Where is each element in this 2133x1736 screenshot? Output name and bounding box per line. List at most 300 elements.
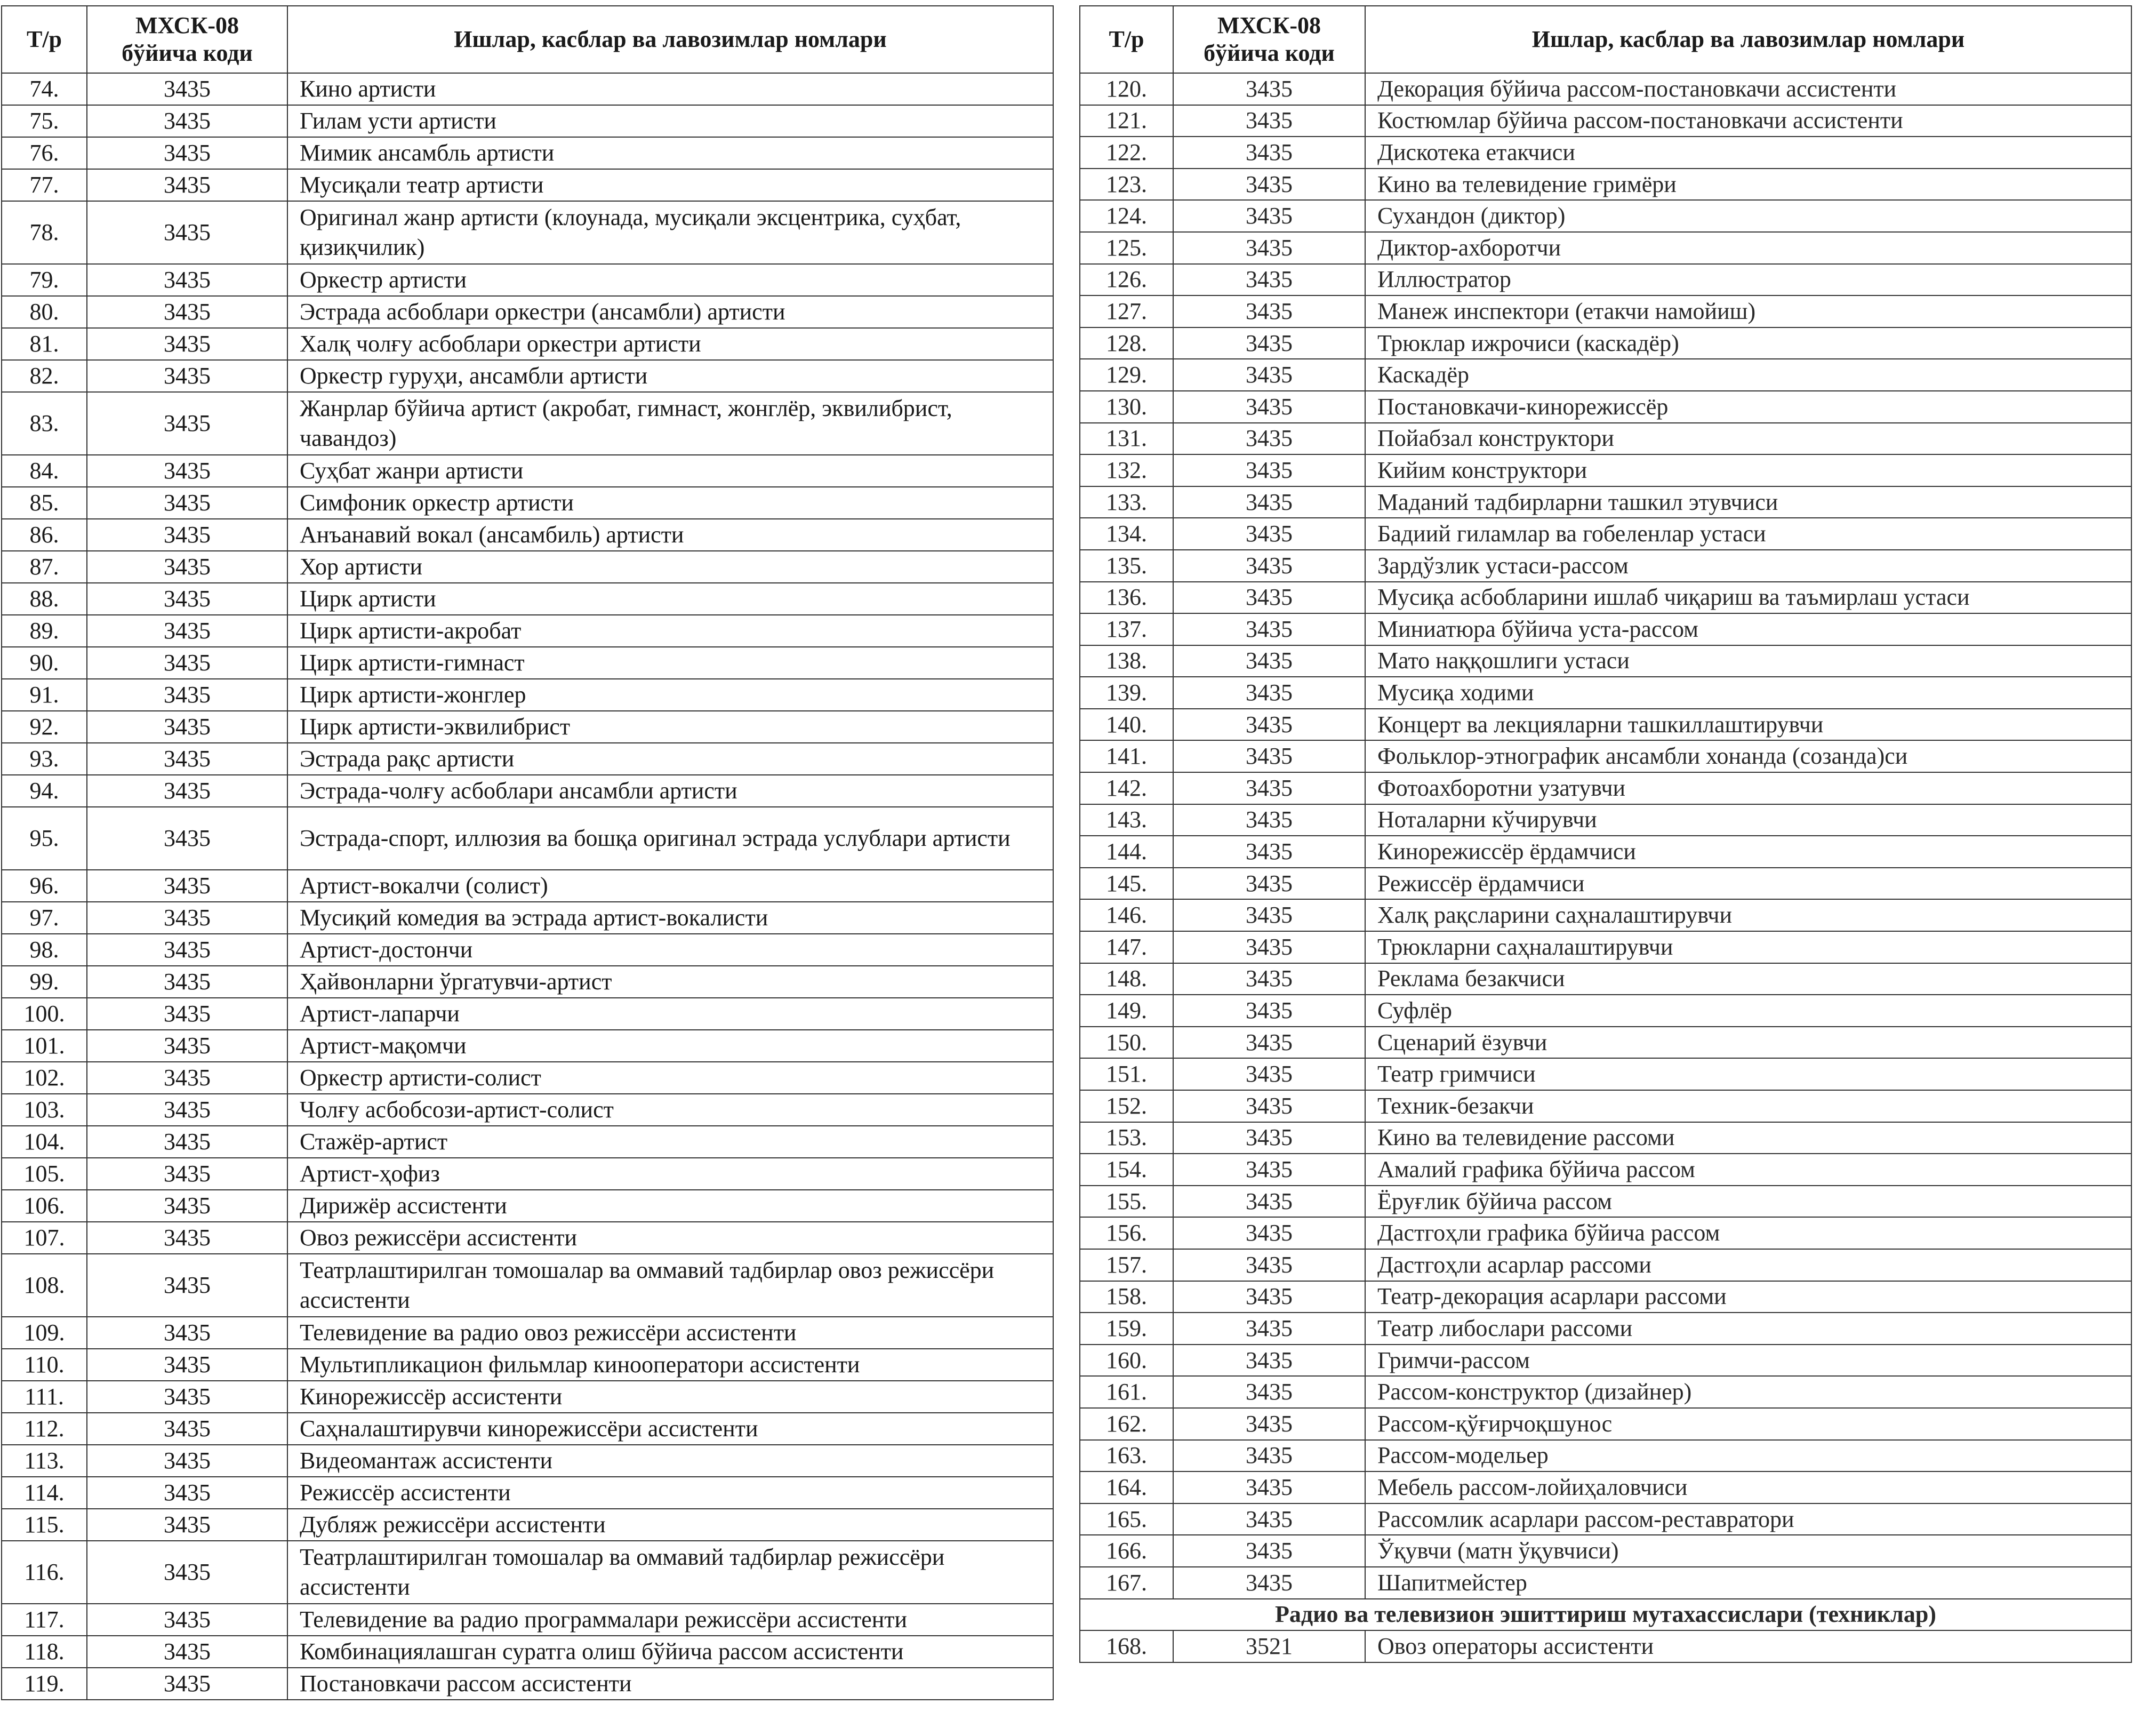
- row-code: 3435: [1173, 1217, 1365, 1249]
- row-name: Ўқувчи (матн ўқувчиси): [1365, 1535, 2131, 1567]
- row-name: Халқ чолғу асбоблари оркестри артисти: [287, 328, 1053, 360]
- occupation-table-left: [1, 5, 1054, 1700]
- row-number: 129.: [1080, 359, 1173, 391]
- row-name: Рассом-модельер: [1365, 1440, 2131, 1472]
- table-row: [2, 73, 1053, 105]
- row-number: 96.: [2, 870, 87, 902]
- row-code: 3435: [1173, 359, 1365, 391]
- row-name: Миниатюра бўйича уста-рассом: [1365, 613, 2131, 645]
- row-number: 123.: [1080, 169, 1173, 201]
- row-name: Театрлаштирилган томошалар ва оммавий тадбирлар режиссёри ассистенти: [287, 1541, 1053, 1604]
- table-row: [2, 1254, 1053, 1317]
- row-code: 3435: [1173, 1376, 1365, 1408]
- row-name: Телевидение ва радио программалари режиссёри ассистенти: [287, 1604, 1053, 1636]
- table-row: [2, 201, 1053, 264]
- row-name: Оригинал жанр артисти (клоунада, мусиқали эксцентрика, суҳбат, қизиқчилик): [287, 201, 1053, 264]
- row-name: Сценарий ёзувчи: [1365, 1027, 2131, 1059]
- occupation-table-right: [1079, 5, 2132, 1663]
- row-code: 3435: [87, 169, 287, 201]
- row-name: Оркестр артисти: [287, 264, 1053, 296]
- row-code: 3435: [1173, 1027, 1365, 1059]
- row-number: 145.: [1080, 868, 1173, 900]
- row-name: Цирк артисти-акробат: [287, 615, 1053, 647]
- row-code: 3435: [87, 137, 287, 169]
- row-number: 154.: [1080, 1154, 1173, 1186]
- row-number: 125.: [1080, 232, 1173, 264]
- row-number: 134.: [1080, 518, 1173, 550]
- row-code: 3435: [87, 1445, 287, 1477]
- table-row: [1080, 1503, 2131, 1535]
- table-row: [1080, 295, 2131, 327]
- row-code: 3435: [1173, 772, 1365, 804]
- table-row: [2, 679, 1053, 711]
- table-row: [2, 934, 1053, 966]
- table-row: [2, 360, 1053, 392]
- row-name: Трюкларни саҳналаштирувчи: [1365, 931, 2131, 963]
- row-name: Театр гримчиси: [1365, 1058, 2131, 1090]
- row-number: 138.: [1080, 645, 1173, 677]
- table-row: [1080, 804, 2131, 836]
- table-header-row: [1080, 6, 2131, 73]
- row-number: 149.: [1080, 995, 1173, 1027]
- table-row: [2, 551, 1053, 583]
- row-name: Каскадёр: [1365, 359, 2131, 391]
- header-code: МХСК-08 бўйича коди: [1173, 6, 1365, 73]
- table-row: [1080, 677, 2131, 709]
- table-row: [2, 1222, 1053, 1254]
- table-row: [2, 1477, 1053, 1509]
- row-number: 126.: [1080, 264, 1173, 296]
- table-row: [2, 743, 1053, 775]
- table-body-left: [2, 73, 1053, 1700]
- row-name: Дастгоҳли графика бўйича рассом: [1365, 1217, 2131, 1249]
- row-number: 106.: [2, 1190, 87, 1222]
- table-row: [2, 1668, 1053, 1700]
- table-row: [1080, 613, 2131, 645]
- row-number: 111.: [2, 1381, 87, 1413]
- table-row: [2, 1317, 1053, 1349]
- row-code: 3435: [1173, 1058, 1365, 1090]
- row-name: Кийим конструктори: [1365, 454, 2131, 486]
- row-number: 167.: [1080, 1567, 1173, 1599]
- table-row: [1080, 1313, 2131, 1345]
- row-code: 3435: [1173, 232, 1365, 264]
- row-code: 3435: [1173, 1090, 1365, 1122]
- table-row: [1080, 1440, 2131, 1472]
- table-row: [2, 1349, 1053, 1381]
- row-number: 104.: [2, 1126, 87, 1158]
- table-row: [1080, 1535, 2131, 1567]
- row-number: 136.: [1080, 582, 1173, 614]
- row-name: Дубляж режиссёри ассистенти: [287, 1509, 1053, 1541]
- row-name: Трюклар ижрочиси (каскадёр): [1365, 327, 2131, 359]
- table-row: [2, 647, 1053, 679]
- table-row: [1080, 582, 2131, 614]
- header-name: Ишлар, касблар ва лавозимлар номлари: [287, 6, 1053, 73]
- row-code: 3435: [87, 647, 287, 679]
- table-row: [2, 1636, 1053, 1668]
- row-number: 118.: [2, 1636, 87, 1668]
- table-row: [1080, 1186, 2131, 1218]
- row-name: Оркестр гуруҳи, ансамбли артисти: [287, 360, 1053, 392]
- row-name: Декорация бўйича рассом-постановкачи ассистенти: [1365, 73, 2131, 105]
- row-name: Оркестр артисти-солист: [287, 1062, 1053, 1094]
- row-code: 3435: [1173, 327, 1365, 359]
- row-code: 3435: [1173, 582, 1365, 614]
- row-name: Реклама безакчиси: [1365, 963, 2131, 995]
- row-name: Халқ рақсларини саҳналаштирувчи: [1365, 899, 2131, 931]
- row-name: Кинорежиссёр ёрдамчиси: [1365, 836, 2131, 868]
- row-name: Режиссёр ёрдамчиси: [1365, 868, 2131, 900]
- row-code: 3435: [1173, 645, 1365, 677]
- row-name: Пойабзал конструктори: [1365, 423, 2131, 455]
- table-row: [1080, 1090, 2131, 1122]
- row-name: Гилам усти артисти: [287, 105, 1053, 137]
- row-number: 165.: [1080, 1503, 1173, 1535]
- table-row: [2, 966, 1053, 998]
- row-number: 127.: [1080, 295, 1173, 327]
- row-code: 3435: [1173, 868, 1365, 900]
- row-name: Костюмлар бўйича рассом-постановкачи ассистенти: [1365, 105, 2131, 137]
- row-number: 80.: [2, 296, 87, 328]
- table-row: [2, 1509, 1053, 1541]
- row-number: 114.: [2, 1477, 87, 1509]
- row-code: 3435: [1173, 1471, 1365, 1503]
- row-code: 3435: [87, 1317, 287, 1349]
- row-name: Овоз операторы ассистенти: [1365, 1630, 2131, 1662]
- row-name: Хор артисти: [287, 551, 1053, 583]
- table-row: [2, 296, 1053, 328]
- row-name: Мато наққошлиги устаси: [1365, 645, 2131, 677]
- row-code: 3435: [87, 583, 287, 615]
- row-number: 79.: [2, 264, 87, 296]
- row-number: 102.: [2, 1062, 87, 1094]
- table-row: [2, 1126, 1053, 1158]
- section-title: Радио ва телевизион эшиттириш мутахассислари (техниклар): [1080, 1599, 2131, 1631]
- row-name: Ёруғлик бўйича рассом: [1365, 1186, 2131, 1218]
- row-number: 132.: [1080, 454, 1173, 486]
- row-code: 3435: [87, 1254, 287, 1317]
- table-row: [2, 1158, 1053, 1190]
- row-name: Ноталарни кўчирувчи: [1365, 804, 2131, 836]
- row-number: 108.: [2, 1254, 87, 1317]
- row-name: Мусиқали театр артисти: [287, 169, 1053, 201]
- row-name: Жанрлар бўйича артист (акробат, гимнаст, жонглёр, эквилибрист, чавандоз): [287, 392, 1053, 455]
- table-row: [2, 392, 1053, 455]
- row-name: Режиссёр ассистенти: [287, 1477, 1053, 1509]
- row-name: Мебель рассом-лойиҳаловчиси: [1365, 1471, 2131, 1503]
- row-number: 122.: [1080, 137, 1173, 169]
- row-code: 3435: [1173, 963, 1365, 995]
- table-row: [2, 137, 1053, 169]
- table-row: [2, 1541, 1053, 1604]
- row-number: 135.: [1080, 550, 1173, 582]
- row-code: 3435: [87, 1668, 287, 1700]
- row-number: 131.: [1080, 423, 1173, 455]
- table-row: [1080, 264, 2131, 296]
- row-number: 119.: [2, 1668, 87, 1700]
- row-code: 3435: [1173, 677, 1365, 709]
- row-code: 3435: [1173, 613, 1365, 645]
- row-number: 93.: [2, 743, 87, 775]
- table-row: [2, 1381, 1053, 1413]
- table-row: [1080, 454, 2131, 486]
- row-code: 3435: [87, 1222, 287, 1254]
- row-code: 3435: [87, 934, 287, 966]
- row-code: 3435: [1173, 1345, 1365, 1377]
- row-name: Чолғу асбобсози-артист-солист: [287, 1094, 1053, 1126]
- row-code: 3435: [1173, 1408, 1365, 1440]
- row-name: Цирк артисти-эквилибрист: [287, 711, 1053, 743]
- row-code: 3435: [1173, 454, 1365, 486]
- row-number: 82.: [2, 360, 87, 392]
- row-number: 87.: [2, 551, 87, 583]
- row-number: 97.: [2, 902, 87, 934]
- row-code: 3435: [87, 1190, 287, 1222]
- table-row: [1080, 709, 2131, 741]
- row-number: 164.: [1080, 1471, 1173, 1503]
- row-name: Овоз режиссёри ассистенти: [287, 1222, 1053, 1254]
- row-name: Кинорежиссёр ассистенти: [287, 1381, 1053, 1413]
- row-code: 3435: [1173, 550, 1365, 582]
- row-code: 3435: [87, 519, 287, 551]
- row-number: 158.: [1080, 1281, 1173, 1313]
- table-row: [1080, 1376, 2131, 1408]
- row-number: 153.: [1080, 1122, 1173, 1154]
- table-row: [1080, 1471, 2131, 1503]
- row-number: 144.: [1080, 836, 1173, 868]
- row-code: 3435: [87, 743, 287, 775]
- table-row: [1080, 1027, 2131, 1059]
- row-code: 3435: [87, 201, 287, 264]
- row-number: 107.: [2, 1222, 87, 1254]
- row-name: Видеомантаж ассистенти: [287, 1445, 1053, 1477]
- row-name: Телевидение ва радио овоз режиссёри ассистенти: [287, 1317, 1053, 1349]
- table-row: [2, 1062, 1053, 1094]
- header-num: Т/р: [1080, 6, 1173, 73]
- row-code: 3435: [87, 551, 287, 583]
- row-name: Манеж инспектори (етакчи намойиш): [1365, 295, 2131, 327]
- table-row: [1080, 1567, 2131, 1599]
- table-row: [2, 775, 1053, 807]
- row-name: Саҳналаштирувчи кинорежиссёри ассистенти: [287, 1413, 1053, 1445]
- table-row: [2, 1413, 1053, 1445]
- row-code: 3435: [1173, 391, 1365, 423]
- row-name: Мусиқий комедия ва эстрада артист-вокалисти: [287, 902, 1053, 934]
- row-name: Цирк артисти-жонглер: [287, 679, 1053, 711]
- row-number: 74.: [2, 73, 87, 105]
- row-code: 3435: [87, 73, 287, 105]
- row-name: Дирижёр ассистенти: [287, 1190, 1053, 1222]
- row-name: Артист-лапарчи: [287, 998, 1053, 1030]
- row-name: Ҳайвонларни ўргатувчи-артист: [287, 966, 1053, 998]
- row-name: Эстрада асбоблари оркестри (ансамбли) артисти: [287, 296, 1053, 328]
- row-code: 3435: [87, 615, 287, 647]
- table-row: [2, 902, 1053, 934]
- row-code: 3435: [1173, 264, 1365, 296]
- row-code: 3435: [1173, 1535, 1365, 1567]
- table-row: [1080, 1408, 2131, 1440]
- table-row: [2, 1445, 1053, 1477]
- row-code: 3435: [1173, 804, 1365, 836]
- row-code: 3435: [87, 775, 287, 807]
- row-code: 3435: [1173, 931, 1365, 963]
- row-code: 3435: [87, 1636, 287, 1668]
- row-name: Эстрада рақс артисти: [287, 743, 1053, 775]
- row-code: 3435: [1173, 1567, 1365, 1599]
- row-name: Мимик ансамбль артисти: [287, 137, 1053, 169]
- row-name: Комбинациялашган суратга олиш бўйича рассом ассистенти: [287, 1636, 1053, 1668]
- row-number: 143.: [1080, 804, 1173, 836]
- table-row: [1080, 486, 2131, 518]
- row-name: Постановкачи рассом ассистенти: [287, 1668, 1053, 1700]
- table-row: [1080, 1154, 2131, 1186]
- row-number: 161.: [1080, 1376, 1173, 1408]
- row-name: Артист-мақомчи: [287, 1030, 1053, 1062]
- row-name: Суҳбат жанри артисти: [287, 455, 1053, 487]
- row-name: Рассом-қўғирчоқшунос: [1365, 1408, 2131, 1440]
- row-name: Мусиқа асбобларини ишлаб чиқариш ва таъмирлаш устаси: [1365, 582, 2131, 614]
- row-number: 113.: [2, 1445, 87, 1477]
- row-code: 3435: [87, 296, 287, 328]
- table-row: [2, 328, 1053, 360]
- row-code: 3435: [1173, 295, 1365, 327]
- row-name: Театр либослари рассоми: [1365, 1313, 2131, 1345]
- row-code: 3435: [87, 679, 287, 711]
- table-row: [2, 1604, 1053, 1636]
- row-name: Диктор-ахборотчи: [1365, 232, 2131, 264]
- row-name: Артист-ҳофиз: [287, 1158, 1053, 1190]
- table-row: [1080, 518, 2131, 550]
- row-number: 156.: [1080, 1217, 1173, 1249]
- row-code: 3435: [1173, 899, 1365, 931]
- row-code: 3435: [1173, 836, 1365, 868]
- table-row: [2, 583, 1053, 615]
- table-body-right: [1080, 73, 2131, 1662]
- row-code: 3435: [87, 1381, 287, 1413]
- row-number: 139.: [1080, 677, 1173, 709]
- row-number: 75.: [2, 105, 87, 137]
- row-number: 85.: [2, 487, 87, 519]
- table-row: [2, 998, 1053, 1030]
- row-name: Стажёр-артист: [287, 1126, 1053, 1158]
- table-row: [1080, 836, 2131, 868]
- row-number: 120.: [1080, 73, 1173, 105]
- row-code: 3435: [87, 711, 287, 743]
- table-row: [1080, 1281, 2131, 1313]
- row-name: Мультипликацион фильмлар кинооператори ассистенти: [287, 1349, 1053, 1381]
- row-number: 81.: [2, 328, 87, 360]
- table-row: [1080, 105, 2131, 137]
- row-number: 115.: [2, 1509, 87, 1541]
- row-code: 3435: [87, 1158, 287, 1190]
- row-number: 116.: [2, 1541, 87, 1604]
- row-number: 86.: [2, 519, 87, 551]
- row-name: Рассом-конструктор (дизайнер): [1365, 1376, 2131, 1408]
- table-row: [2, 487, 1053, 519]
- row-code: 3435: [87, 1094, 287, 1126]
- row-number: 130.: [1080, 391, 1173, 423]
- row-number: 91.: [2, 679, 87, 711]
- header-code: МХСК-08 бўйича коди: [87, 6, 287, 73]
- row-code: 3435: [87, 1604, 287, 1636]
- row-name: Техник-безакчи: [1365, 1090, 2131, 1122]
- row-name: Кино ва телевидение рассоми: [1365, 1122, 2131, 1154]
- table-row: [2, 870, 1053, 902]
- table-row: [1080, 931, 2131, 963]
- row-code: 3435: [87, 1413, 287, 1445]
- row-code: 3435: [1173, 137, 1365, 169]
- row-code: 3435: [87, 1477, 287, 1509]
- row-code: 3435: [87, 1126, 287, 1158]
- row-code: 3435: [87, 105, 287, 137]
- table-row: [2, 455, 1053, 487]
- row-code: 3435: [1173, 1281, 1365, 1313]
- row-number: 124.: [1080, 200, 1173, 232]
- row-number: 163.: [1080, 1440, 1173, 1472]
- row-name: Артист-достончи: [287, 934, 1053, 966]
- table-row: [2, 711, 1053, 743]
- header-num: Т/р: [2, 6, 87, 73]
- row-code: 3435: [87, 870, 287, 902]
- row-code: 3435: [1173, 1503, 1365, 1535]
- row-name: Иллюстратор: [1365, 264, 2131, 296]
- row-name: Эстрада-чолғу асбоблари ансамбли артисти: [287, 775, 1053, 807]
- row-number: 166.: [1080, 1535, 1173, 1567]
- table-row: [1080, 995, 2131, 1027]
- row-number: 95.: [2, 807, 87, 870]
- row-number: 155.: [1080, 1186, 1173, 1218]
- row-code: 3435: [87, 264, 287, 296]
- table-row: [1080, 645, 2131, 677]
- row-code: 3435: [87, 455, 287, 487]
- row-code: 3435: [1173, 105, 1365, 137]
- row-code: 3435: [1173, 169, 1365, 201]
- row-code: 3435: [87, 328, 287, 360]
- row-number: 83.: [2, 392, 87, 455]
- row-name: Артист-вокалчи (солист): [287, 870, 1053, 902]
- row-number: 128.: [1080, 327, 1173, 359]
- row-number: 99.: [2, 966, 87, 998]
- row-number: 147.: [1080, 931, 1173, 963]
- row-number: 90.: [2, 647, 87, 679]
- table-row: [2, 169, 1053, 201]
- row-name: Театрлаштирилган томошалар ва оммавий тадбирлар овоз режиссёри ассистенти: [287, 1254, 1053, 1317]
- row-name: Анъанавий вокал (ансамбиль) артисти: [287, 519, 1053, 551]
- table-row: [2, 519, 1053, 551]
- row-name: Эстрада-спорт, иллюзия ва бошқа оригинал эстрада услублари артисти: [287, 807, 1053, 870]
- table-row: [1080, 391, 2131, 423]
- row-code: 3435: [1173, 1122, 1365, 1154]
- row-name: Кино ва телевидение гримёри: [1365, 169, 2131, 201]
- table-row: [1080, 1217, 2131, 1249]
- row-code: 3435: [1173, 1186, 1365, 1218]
- row-name: Постановкачи-кинорежиссёр: [1365, 391, 2131, 423]
- row-name: Цирк артисти: [287, 583, 1053, 615]
- table-row: [1080, 963, 2131, 995]
- table-header-row: [2, 6, 1053, 73]
- row-name: Бадиий гиламлар ва гобеленлар устаси: [1365, 518, 2131, 550]
- table-row: [2, 264, 1053, 296]
- row-number: 168.: [1080, 1630, 1173, 1662]
- row-number: 101.: [2, 1030, 87, 1062]
- row-name: Мусиқа ходими: [1365, 677, 2131, 709]
- row-number: 152.: [1080, 1090, 1173, 1122]
- row-code: 3435: [1173, 740, 1365, 772]
- table-row: [2, 1030, 1053, 1062]
- table-row: [1080, 1345, 2131, 1377]
- table-row: [1080, 200, 2131, 232]
